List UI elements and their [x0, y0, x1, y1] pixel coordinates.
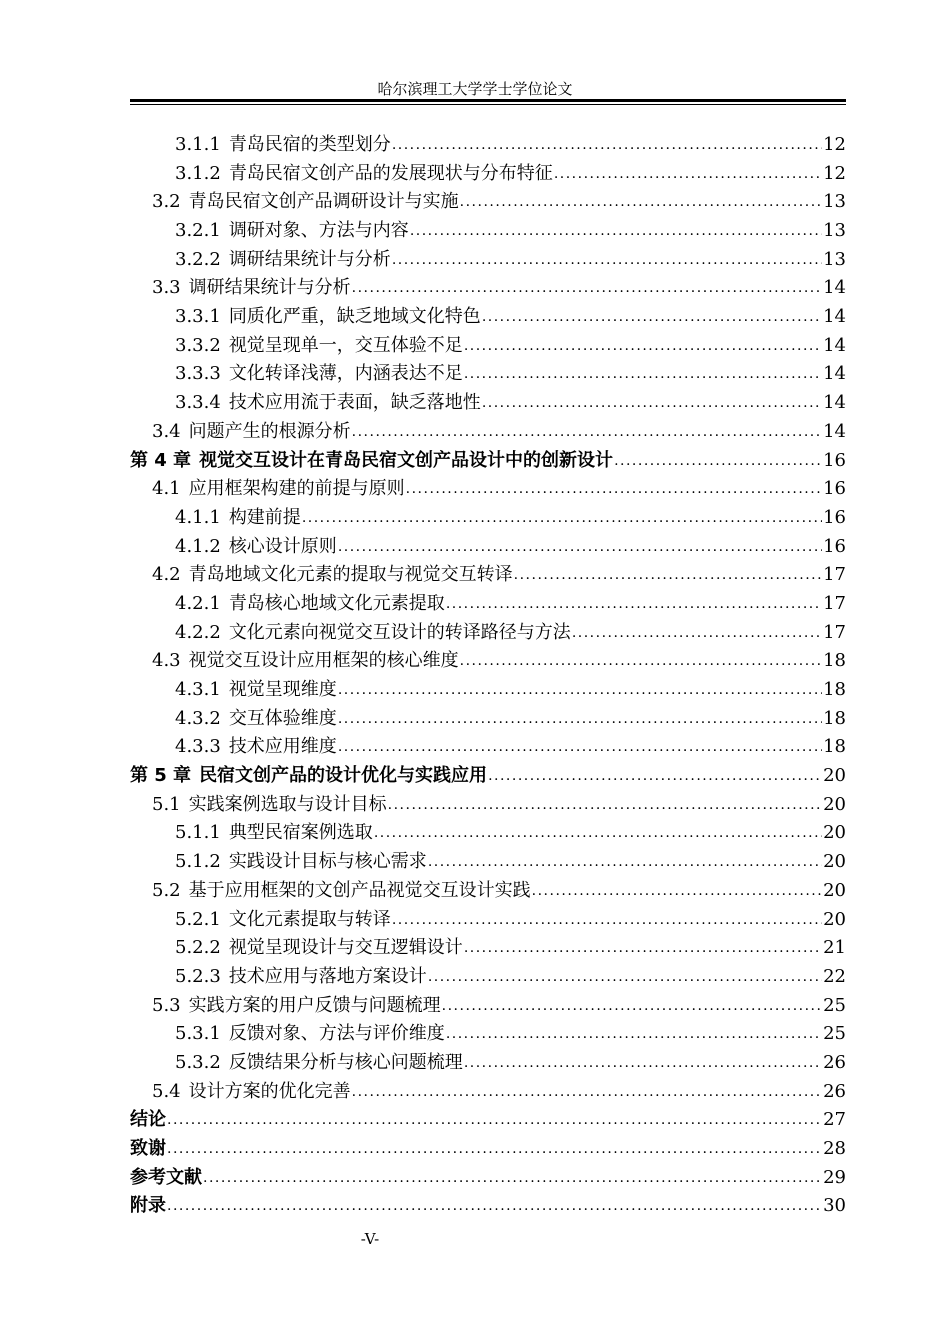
toc-entry-label	[175, 934, 463, 963]
toc-entry-number: 3.2.2	[175, 248, 221, 270]
toc-entry[interactable]	[130, 1192, 846, 1221]
toc-entry-page: 16	[823, 449, 846, 471]
toc-entry-title: 技术应用维度	[228, 736, 337, 758]
toc-entry-number: 3.3	[152, 277, 181, 299]
toc-entry-number: 4.2.1	[175, 592, 221, 614]
toc-entry-label	[130, 1164, 202, 1193]
toc-entry-number: 4.3.3	[175, 736, 221, 758]
toc-entry[interactable]	[130, 217, 846, 246]
toc-entry-number: 5.1	[152, 793, 181, 815]
toc-entry[interactable]	[130, 361, 846, 390]
toc-entry-page: 28	[823, 1138, 846, 1160]
toc-leader-dots	[167, 1135, 822, 1164]
header-rule-thin	[130, 104, 846, 105]
toc-entry-page: 27	[823, 1109, 846, 1131]
toc-entry-page: 20	[823, 879, 846, 901]
toc-leader-dots	[428, 963, 822, 992]
toc-entry-label	[152, 475, 405, 504]
table-of-contents	[130, 131, 846, 1221]
toc-leader-dots	[572, 619, 822, 648]
toc-leader-dots	[482, 303, 822, 332]
running-header: 哈尔滨理工大学学士学位论文	[377, 80, 573, 98]
toc-entry[interactable]	[130, 791, 846, 820]
toc-leader-dots	[514, 561, 822, 590]
toc-entry-title: 青岛民宿的类型划分	[228, 133, 391, 155]
toc-entry-label	[175, 733, 337, 762]
toc-entry-title: 典型民宿案例选取	[228, 822, 373, 844]
toc-entry-page: 20	[823, 822, 846, 844]
toc-entry-title: 反馈对象、方法与评价维度	[228, 1023, 445, 1045]
toc-entry-number: 5.2.3	[175, 965, 221, 987]
toc-entry-number: 3.4	[152, 420, 181, 442]
toc-entry-label	[175, 619, 571, 648]
toc-entry-label	[152, 647, 459, 676]
toc-entry-label	[175, 504, 301, 533]
toc-entry-page: 22	[823, 965, 846, 987]
toc-entry-title: 视觉呈现设计与交互逻辑设计	[228, 937, 463, 959]
toc-entry-label	[175, 533, 337, 562]
toc-entry[interactable]	[130, 274, 846, 303]
toc-entry[interactable]	[130, 762, 846, 791]
toc-entry-title: 视觉呈现维度	[228, 679, 337, 701]
toc-leader-dots	[532, 877, 822, 906]
toc-entry-number: 4.1.2	[175, 535, 221, 557]
toc-entry-number: 3.3.1	[175, 306, 221, 328]
toc-entry[interactable]	[130, 475, 846, 504]
toc-leader-dots	[446, 590, 822, 619]
toc-entry-title: 视觉呈现单一，交互体验不足	[228, 334, 463, 356]
toc-entry-label	[175, 1020, 445, 1049]
toc-entry[interactable]	[130, 619, 846, 648]
toc-entry-title: 基于应用框架的文创产品视觉交互设计实践	[188, 879, 531, 901]
toc-leader-dots	[614, 447, 822, 476]
toc-entry-title: 视觉交互设计在青岛民宿文创产品设计中的创新设计	[199, 449, 614, 471]
toc-entry-label	[152, 188, 459, 217]
toc-entry-title: 应用框架构建的前提与原则	[188, 478, 405, 500]
toc-entry-number: 3.1.1	[175, 133, 221, 155]
toc-entry-label	[152, 1078, 351, 1107]
toc-entry-number: 4.2.2	[175, 621, 221, 643]
toc-entry-label	[152, 791, 387, 820]
toc-entry-page: 13	[823, 220, 846, 242]
toc-entry-title: 青岛核心地域文化元素提取	[228, 592, 445, 614]
toc-entry-label	[175, 1049, 463, 1078]
toc-entry-title: 文化元素向视觉交互设计的转译路径与方法	[228, 621, 571, 643]
toc-entry-label	[175, 906, 391, 935]
toc-entry-number: 5.3.1	[175, 1023, 221, 1045]
toc-entry-number: 3.3.2	[175, 334, 221, 356]
toc-entry-label	[175, 820, 373, 849]
toc-entry[interactable]	[130, 332, 846, 361]
toc-entry-page: 17	[823, 564, 846, 586]
toc-entry-number: 4.1	[152, 478, 181, 500]
toc-leader-dots	[352, 418, 822, 447]
toc-leader-dots	[446, 1020, 822, 1049]
toc-entry-title: 反馈结果分析与核心问题梳理	[228, 1051, 463, 1073]
toc-entry-title: 青岛民宿文创产品的发展现状与分布特征	[228, 162, 553, 184]
toc-entry-title: 视觉交互设计应用框架的核心维度	[188, 650, 459, 672]
header-rule-thick	[130, 99, 846, 102]
toc-entry-number: 5.3	[152, 994, 181, 1016]
toc-entry-label	[175, 131, 391, 160]
toc-leader-dots	[464, 934, 822, 963]
toc-entry-title: 问题产生的根源分析	[188, 420, 351, 442]
toc-entry-label	[152, 418, 351, 447]
toc-entry-label	[130, 447, 613, 476]
toc-leader-dots	[392, 246, 822, 275]
toc-entry-page: 12	[823, 133, 846, 155]
toc-entry-number: 4.2	[152, 564, 181, 586]
toc-entry-page: 25	[823, 1023, 846, 1045]
toc-entry-label	[152, 992, 441, 1021]
toc-entry-number: 5.1.1	[175, 822, 221, 844]
toc-entry-number: 3.3.4	[175, 392, 221, 414]
toc-leader-dots	[338, 676, 822, 705]
toc-entry-title: 实践设计目标与核心需求	[228, 851, 427, 873]
toc-entry-number: 5.4	[152, 1080, 181, 1102]
toc-entry-label	[175, 160, 553, 189]
toc-entry-number: 第 5 章	[130, 765, 192, 787]
toc-leader-dots	[464, 332, 822, 361]
toc-entry-label	[175, 389, 481, 418]
toc-entry-title: 致谢	[130, 1138, 166, 1160]
toc-entry-page: 18	[823, 736, 846, 758]
toc-entry[interactable]	[130, 561, 846, 590]
toc-entry[interactable]	[130, 131, 846, 160]
toc-leader-dots	[338, 533, 822, 562]
toc-entry[interactable]	[130, 906, 846, 935]
toc-entry-label	[175, 217, 409, 246]
toc-entry-page: 14	[823, 363, 846, 385]
toc-entry-title: 设计方案的优化完善	[188, 1080, 351, 1102]
toc-entry[interactable]	[130, 447, 846, 476]
toc-entry-number: 5.2.1	[175, 908, 221, 930]
toc-entry[interactable]	[130, 418, 846, 447]
toc-entry-page: 20	[823, 908, 846, 930]
toc-entry-number: 4.3.1	[175, 679, 221, 701]
toc-entry-page: 14	[823, 420, 846, 442]
toc-leader-dots	[464, 1049, 822, 1078]
toc-entry[interactable]	[130, 590, 846, 619]
toc-entry-page: 20	[823, 793, 846, 815]
toc-entry-number: 3.3.3	[175, 363, 221, 385]
toc-entry-number: 5.2.2	[175, 937, 221, 959]
toc-entry-page: 26	[823, 1051, 846, 1073]
toc-entry-page: 17	[823, 621, 846, 643]
toc-leader-dots	[460, 188, 822, 217]
toc-entry-title: 技术应用流于表面，缺乏落地性	[228, 392, 481, 414]
toc-entry-title: 结论	[130, 1109, 166, 1131]
toc-entry-title: 文化转译浅薄，内涵表达不足	[228, 363, 463, 385]
toc-entry-title: 实践案例选取与设计目标	[188, 793, 387, 815]
toc-entry-label	[175, 246, 391, 275]
toc-entry[interactable]	[130, 303, 846, 332]
toc-leader-dots	[392, 131, 822, 160]
toc-entry-label	[152, 561, 513, 590]
toc-entry-label	[175, 705, 337, 734]
toc-leader-dots	[428, 848, 822, 877]
toc-entry-page: 14	[823, 277, 846, 299]
toc-entry-title: 附录	[130, 1195, 166, 1217]
toc-entry[interactable]	[130, 1135, 846, 1164]
toc-leader-dots	[392, 906, 822, 935]
toc-entry-number: 3.2	[152, 191, 181, 213]
toc-entry-title: 调研结果统计与分析	[228, 248, 391, 270]
toc-entry-number: 4.3.2	[175, 707, 221, 729]
toc-leader-dots	[338, 705, 822, 734]
toc-entry-label	[175, 332, 463, 361]
toc-entry-number: 4.1.1	[175, 506, 221, 528]
toc-entry-label	[175, 848, 427, 877]
toc-entry-number: 5.2	[152, 879, 181, 901]
toc-entry[interactable]	[130, 848, 846, 877]
toc-entry-label	[175, 590, 445, 619]
toc-entry[interactable]	[130, 1164, 846, 1193]
toc-leader-dots	[167, 1192, 822, 1221]
toc-entry-page: 17	[823, 592, 846, 614]
toc-entry[interactable]	[130, 160, 846, 189]
toc-leader-dots	[482, 389, 822, 418]
toc-leader-dots	[352, 274, 822, 303]
toc-leader-dots	[460, 647, 822, 676]
toc-leader-dots	[488, 762, 822, 791]
toc-entry[interactable]	[130, 877, 846, 906]
toc-entry-title: 交互体验维度	[228, 707, 337, 729]
toc-entry[interactable]	[130, 820, 846, 849]
toc-entry[interactable]	[130, 389, 846, 418]
toc-entry-number: 3.2.1	[175, 220, 221, 242]
toc-entry-title: 实践方案的用户反馈与问题梳理	[188, 994, 441, 1016]
toc-entry-label	[130, 1106, 166, 1135]
toc-entry[interactable]	[130, 1106, 846, 1135]
toc-entry-label	[175, 361, 463, 390]
toc-leader-dots	[388, 791, 822, 820]
toc-entry[interactable]	[130, 1078, 846, 1107]
toc-entry-title: 青岛地域文化元素的提取与视觉交互转译	[188, 564, 513, 586]
toc-entry-label	[175, 303, 481, 332]
toc-entry[interactable]	[130, 1049, 846, 1078]
toc-entry-label	[152, 274, 351, 303]
toc-entry-page: 16	[823, 535, 846, 557]
toc-entry-title: 调研对象、方法与内容	[228, 220, 409, 242]
toc-entry-label	[130, 1135, 166, 1164]
toc-entry-page: 21	[823, 937, 846, 959]
toc-entry-title: 技术应用与落地方案设计	[228, 965, 427, 987]
toc-entry-page: 16	[823, 478, 846, 500]
toc-entry-number: 5.1.2	[175, 851, 221, 873]
toc-entry[interactable]	[130, 1020, 846, 1049]
toc-entry-label	[152, 877, 531, 906]
toc-entry-page: 26	[823, 1080, 846, 1102]
toc-leader-dots	[464, 361, 822, 390]
toc-entry-title: 构建前提	[228, 506, 301, 528]
toc-leader-dots	[406, 475, 822, 504]
toc-entry[interactable]	[130, 676, 846, 705]
toc-entry-page: 20	[823, 851, 846, 873]
toc-leader-dots	[338, 733, 822, 762]
toc-entry[interactable]	[130, 934, 846, 963]
toc-entry-page: 30	[823, 1195, 846, 1217]
toc-entry-label	[130, 762, 487, 791]
toc-entry-number: 第 4 章	[130, 449, 192, 471]
toc-leader-dots	[554, 160, 822, 189]
toc-entry-label	[175, 676, 337, 705]
toc-entry[interactable]	[130, 533, 846, 562]
toc-entry-page: 12	[823, 162, 846, 184]
toc-leader-dots	[167, 1106, 822, 1135]
toc-entry-page: 14	[823, 306, 846, 328]
toc-entry-title: 核心设计原则	[228, 535, 337, 557]
page-number: -V-	[360, 1230, 380, 1248]
toc-leader-dots	[203, 1164, 822, 1193]
toc-entry-title: 文化元素提取与转译	[228, 908, 391, 930]
toc-entry-page: 13	[823, 248, 846, 270]
toc-entry[interactable]	[130, 992, 846, 1021]
toc-leader-dots	[352, 1078, 822, 1107]
toc-entry-page: 20	[823, 765, 846, 787]
toc-entry[interactable]	[130, 504, 846, 533]
toc-entry-title: 参考文献	[130, 1166, 202, 1188]
toc-entry-number: 3.1.2	[175, 162, 221, 184]
toc-entry-page: 25	[823, 994, 846, 1016]
toc-entry-title: 青岛民宿文创产品调研设计与实施	[188, 191, 459, 213]
toc-entry-page: 18	[823, 650, 846, 672]
toc-entry[interactable]	[130, 733, 846, 762]
toc-entry-title: 民宿文创产品的设计优化与实践应用	[199, 765, 488, 787]
toc-entry[interactable]	[130, 705, 846, 734]
toc-entry-title: 调研结果统计与分析	[188, 277, 351, 299]
toc-entry-title: 同质化严重，缺乏地域文化特色	[228, 306, 481, 328]
toc-entry-page: 14	[823, 334, 846, 356]
toc-entry-label	[130, 1192, 166, 1221]
toc-entry-page: 13	[823, 191, 846, 213]
toc-entry-page: 16	[823, 506, 846, 528]
toc-leader-dots	[442, 992, 822, 1021]
toc-entry-page: 18	[823, 679, 846, 701]
toc-entry-number: 4.3	[152, 650, 181, 672]
toc-entry[interactable]	[130, 647, 846, 676]
toc-entry[interactable]	[130, 963, 846, 992]
toc-entry-page: 14	[823, 392, 846, 414]
toc-entry[interactable]	[130, 188, 846, 217]
toc-entry-label	[175, 963, 427, 992]
toc-entry-page: 29	[823, 1166, 846, 1188]
toc-entry-page: 18	[823, 707, 846, 729]
toc-leader-dots	[410, 217, 822, 246]
toc-entry[interactable]	[130, 246, 846, 275]
toc-leader-dots	[374, 820, 822, 849]
toc-leader-dots	[302, 504, 822, 533]
toc-entry-number: 5.3.2	[175, 1051, 221, 1073]
